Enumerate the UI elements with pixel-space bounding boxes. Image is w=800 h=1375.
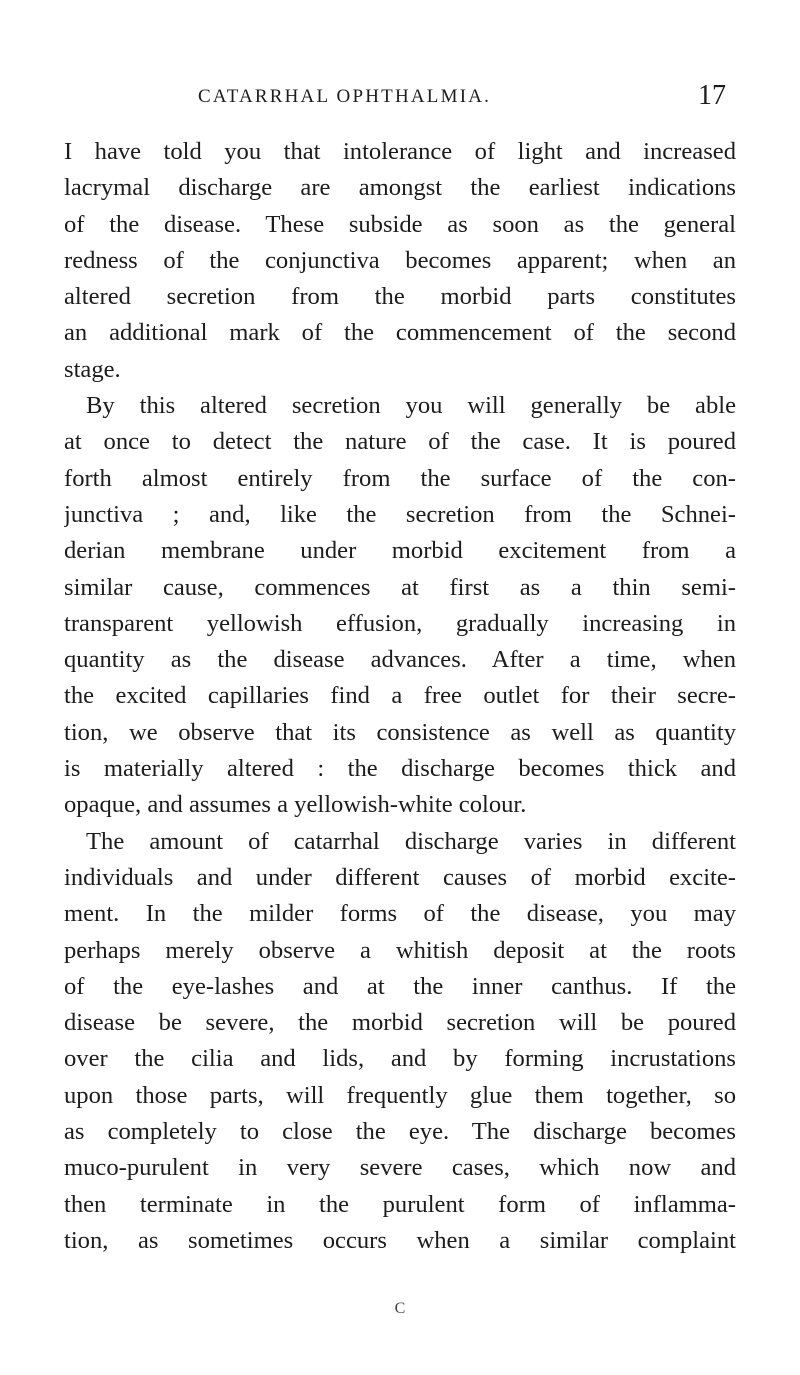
- text-line: The amount of catarrhal discharge varies in different: [86, 827, 736, 855]
- text-line: derian membrane under morbid excitement from a: [64, 537, 736, 565]
- text-line: redness of the conjunctiva becomes apparent; when an: [64, 246, 736, 274]
- text-line: an additional mark of the commencement of the second: [64, 319, 736, 347]
- text-line: lacrymal discharge are amongst the earliest indications: [64, 174, 736, 202]
- text-line: disease be severe, the morbid secretion will be poured: [64, 1009, 736, 1037]
- text-line: junctiva ; and, like the secretion from the Schnei-: [64, 500, 736, 528]
- text-line: over the cilia and lids, and by forming incrustations: [64, 1045, 736, 1073]
- running-title: CATARRHAL OPHTHALMIA.: [198, 86, 492, 107]
- text-line: muco-purulent in very severe cases, which now and: [64, 1154, 736, 1182]
- text-line: of the eye-lashes and at the inner canthus. If the: [64, 972, 736, 1000]
- text-line: stage.: [64, 355, 121, 383]
- text-line: forth almost entirely from the surface of the con-: [64, 464, 736, 492]
- text-line: then terminate in the purulent form of inflamma-: [64, 1190, 736, 1218]
- text-line: By this altered secretion you will generally be able: [86, 392, 736, 420]
- text-line: as completely to close the eye. The discharge becomes: [64, 1118, 736, 1146]
- text-line: altered secretion from the morbid parts constitutes: [64, 283, 736, 311]
- text-line: is materially altered : the discharge becomes thick and: [64, 755, 736, 783]
- text-line: individuals and under different causes of morbid excite-: [64, 863, 736, 891]
- text-line: upon those parts, will frequently glue them together, so: [64, 1081, 736, 1109]
- running-header: [64, 80, 734, 120]
- text-line: ment. In the milder forms of the disease, you may: [64, 900, 736, 928]
- text-line: of the disease. These subside as soon as the general: [64, 210, 736, 238]
- signature-mark: C: [394, 1300, 406, 1317]
- text-line: opaque, and assumes a yellowish-white colour.: [64, 791, 527, 819]
- text-line: I have told you that intolerance of light and increased: [64, 138, 736, 165]
- text-line: similar cause, commences at first as a thin semi-: [64, 573, 736, 601]
- text-line: transparent yellowish effusion, gradually increasing in: [64, 609, 736, 637]
- text-line: the excited capillaries find a free outlet for their secre-: [64, 682, 736, 710]
- text-line: quantity as the disease advances. After a time, when: [64, 646, 736, 674]
- text-line: tion, we observe that its consistence as well as quantity: [64, 718, 736, 746]
- text-line: tion, as sometimes occurs when a similar complaint: [64, 1226, 736, 1254]
- body-text: [64, 134, 736, 1259]
- text-line: at once to detect the nature of the case. It is poured: [64, 428, 736, 456]
- text-line: perhaps merely observe a whitish deposit at the roots: [64, 936, 736, 964]
- page-number: 17: [698, 80, 726, 111]
